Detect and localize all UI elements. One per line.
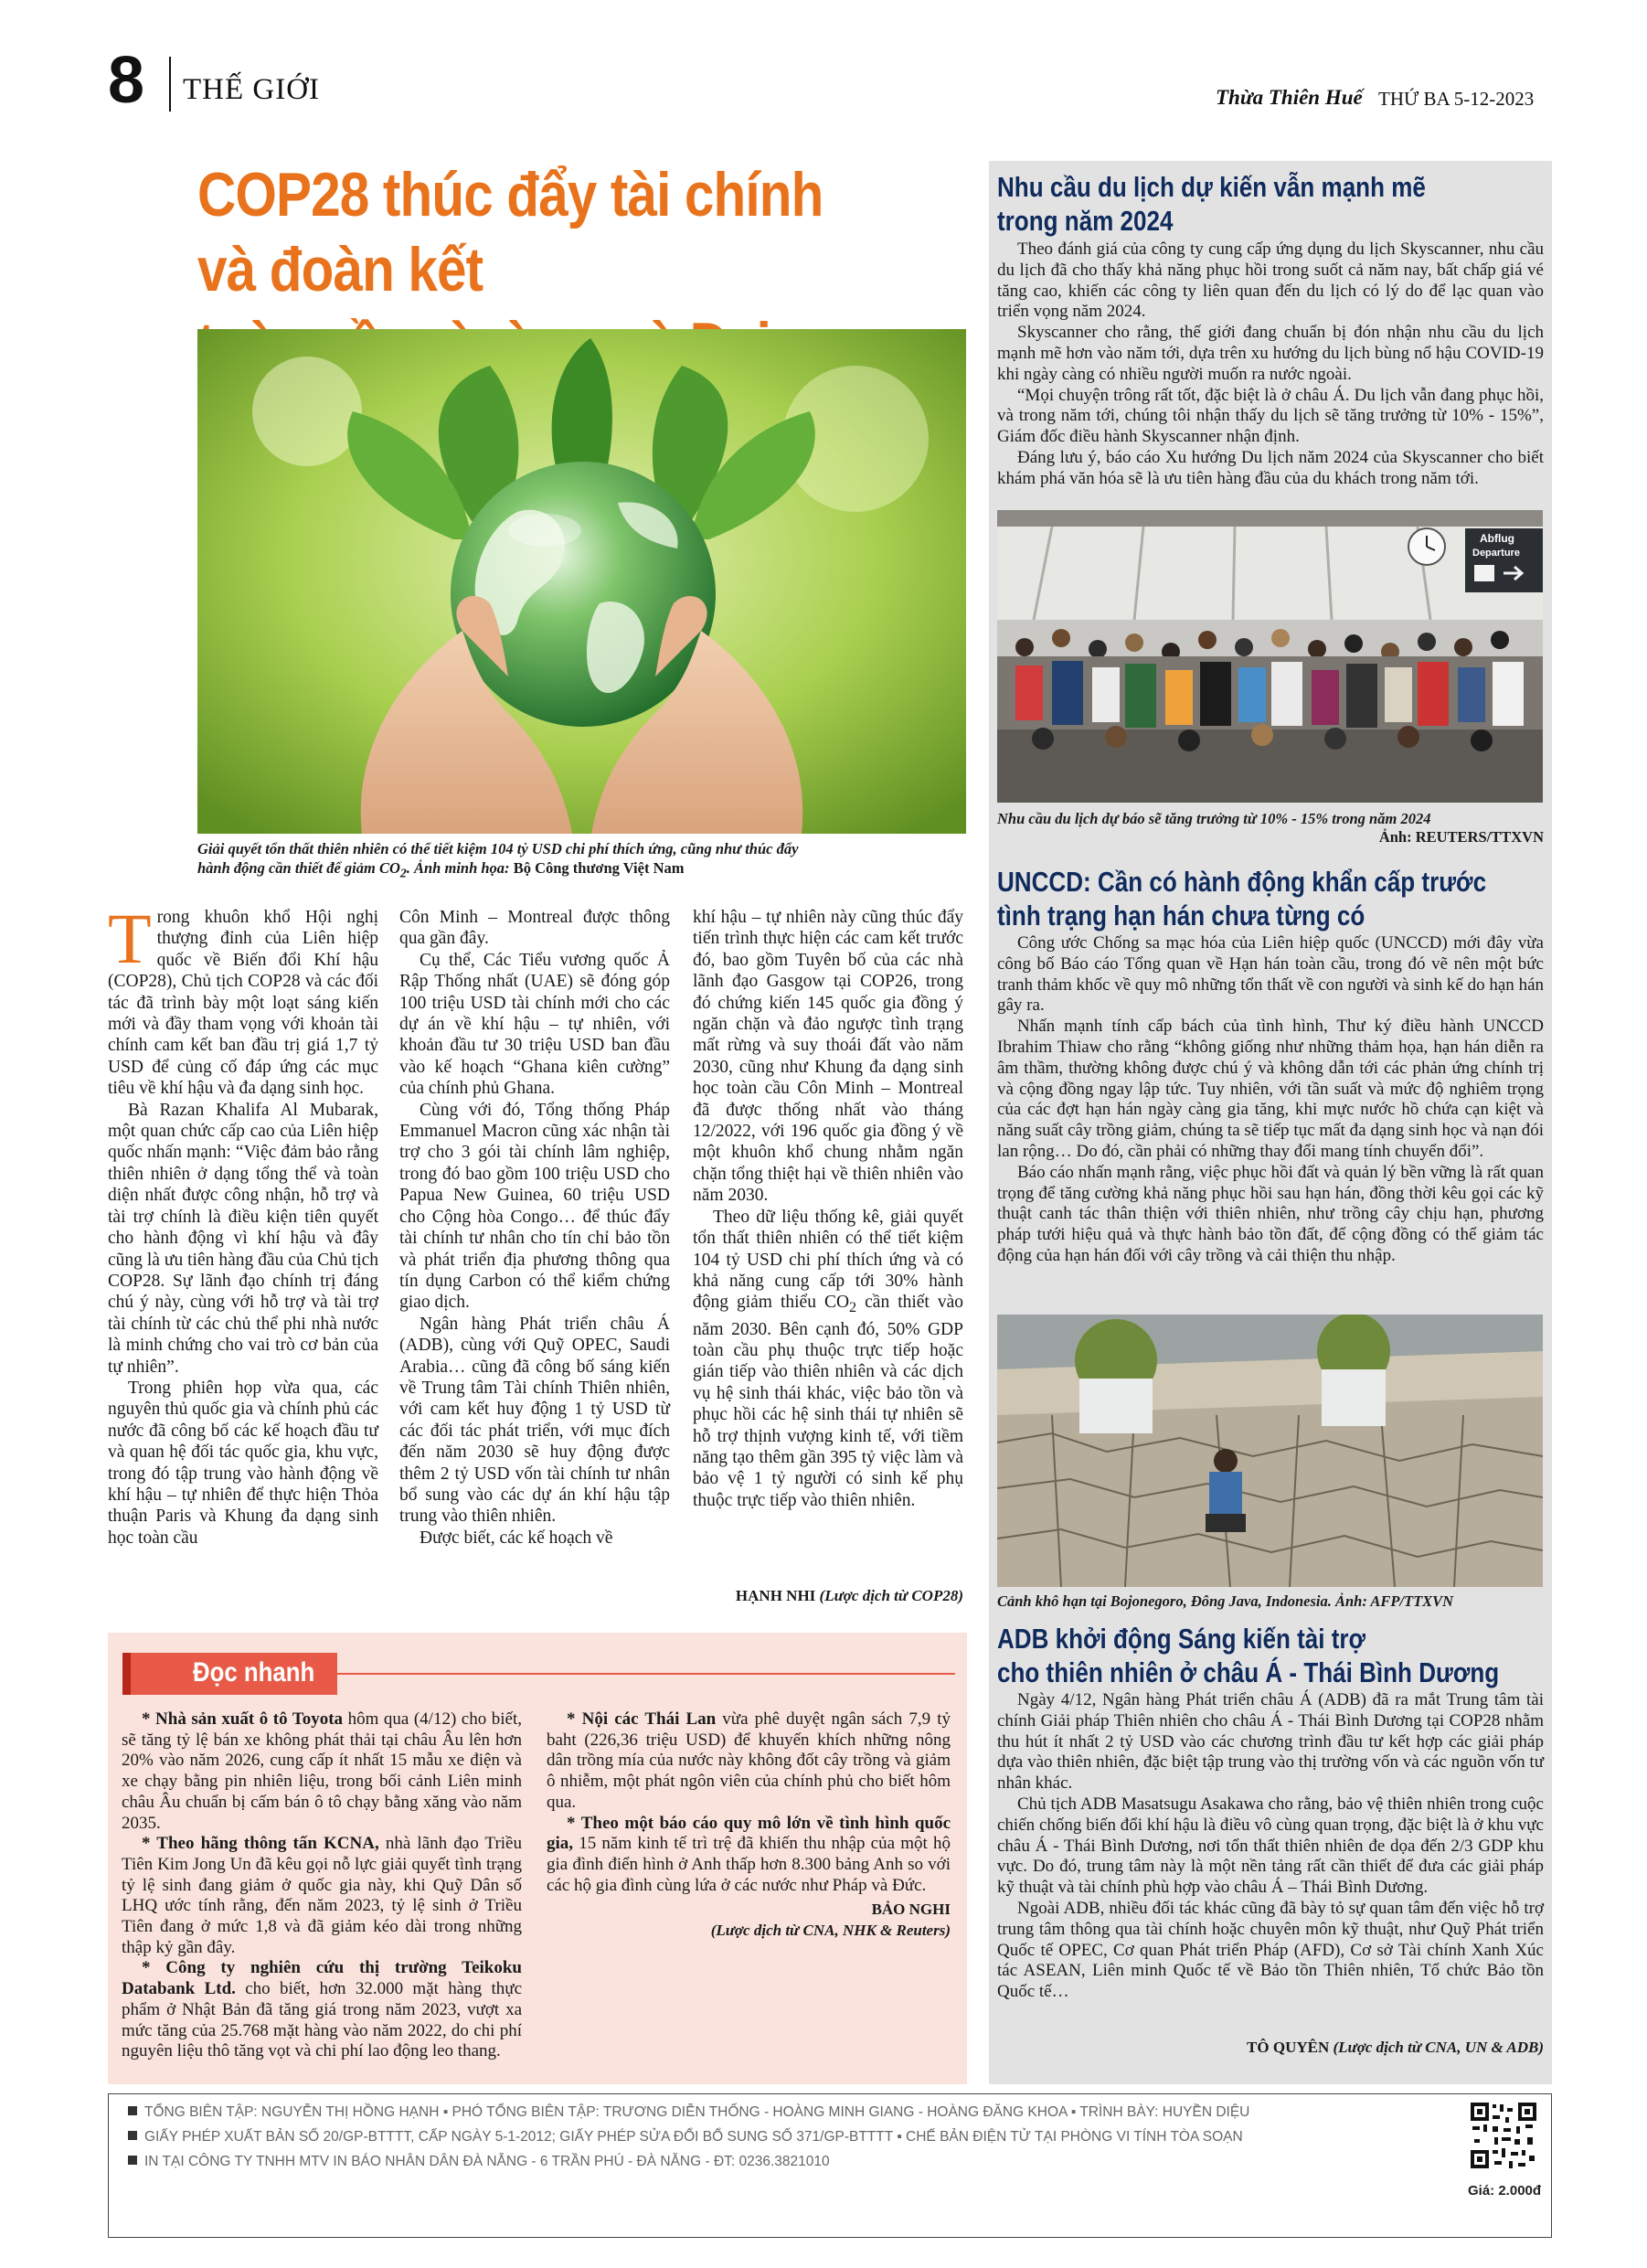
travel-article-body [997, 240, 1544, 490]
footer-line-3: IN TẠI CÔNG TY TNHH MTV IN BÁO NHÂN DÂN ĐÀ NẴNG - 6 TRẦN PHÚ - ĐÀ NẴNG - ĐT: 0236.3821010 [128, 2154, 830, 2170]
bullet-square-icon [128, 2106, 137, 2115]
paragraph: Ngoài ADB, nhiều đối tác khác cũng đã bày tỏ sự quan tâm đến việc hỗ trợ trung tâm thông qua tài chính hoặc chuyên môn kỹ thuật, như Quỹ Phát triển Quốc tế OPEC, Cơ quan Phát triển Pháp (AFD), Cơ sở Tài chính Xanh Xúc tác ASEAN, Liên minh Quốc tế về Bảo tồn Thiên nhiên, Tổ chức Bảo tồn Quốc tế… [997, 1898, 1544, 2002]
adb-article-title: ADB khởi động Sáng kiến tài trợ cho thiên nhiên ở châu Á - Thái Bình Dương [997, 1623, 1500, 1688]
quick-read-item: * Nhà sản xuất ô tô Toyota hôm qua (4/12) cho biết, sẽ tăng tỷ lệ bán xe không phát thải tại châu Âu lên hơn 20% vào năm 2026, cung cấp ít nhất 15 mẫu xe điện và xe chạy bằng pin nhiên liệu, trong bối cảnh Liên minh châu Âu chuẩn bị cấm bán ô tô chạy bằng xăng vào năm 2035. [122, 1709, 522, 1833]
quick-read-column-2 [547, 1709, 951, 1942]
article-column-1 [108, 899, 378, 1549]
quick-read-byline-name: BẢO NGHI [871, 1901, 951, 1919]
quick-read-title: Đọc nhanh [193, 1657, 315, 1688]
main-photo-globe-in-hands [197, 329, 966, 834]
footer-line-1: TỔNG BIÊN TẬP: NGUYỄN THỊ HỒNG HẠNH ▪ PHÓ TỔNG BIÊN TẬP: TRƯƠNG DIỄN THỐNG - HOÀNG MINH GIANG - HOÀNG ĐĂNG KHOA ▪ TRÌNH BÀY: HUYỀN DIỆU [128, 2104, 1249, 2121]
footer-line-2: GIẤY PHÉP XUẤT BẢN SỐ 20/GP-BTTTT, CẤP NGÀY 5-1-2012; GIẤY PHÉP SỬA ĐỔI BỔ SUNG SỐ 371/GP-BTTTT ▪ CHẾ BẢN ĐIỆN TỬ TẠI PHÒNG VI TÍNH TÒA SOẠN [128, 2129, 1243, 2146]
issue-date: THỨ BA 5-12-2023 [1378, 88, 1535, 110]
paragraph: Trong phiên họp vừa qua, các nguyên thủ quốc gia và chính phủ các nước đã công bố các kế hoạch đầu tư và quan hệ đối tác quốc gia, khu vực, trong đó tập trung vào hành động về khí hậu – tự nhiên để thực hiện Thỏa thuận Paris và Khung đa dạng sinh học toàn cầu [108, 1378, 378, 1548]
sign-text-abflug: Abflug [1480, 532, 1514, 545]
paragraph: Côn Minh – Montreal được thông qua gần đây. [399, 908, 670, 949]
unccd-article-body [997, 933, 1544, 1267]
paragraph: “Mọi chuyện trông rất tốt, đặc biệt là ở châu Á. Du lịch vẫn đang phục hồi, và trong năm tới, chúng tôi nhận thấy du lịch sẽ tăng trưởng từ 10% - 15%”, Giám đốc điều hành Skyscanner nhận định. [997, 385, 1544, 447]
paragraph: Bà Razan Khalifa Al Mubarak, một quan chức cấp cao của Liên hiệp quốc nhấn mạnh: “Việc đảm bảo rằng thiên nhiên ở dạng tổng thể và toàn diện nhất được công nhận, hỗ trợ và tài trợ chính là điều kiện tiên quyết cho hành động vì khí hậu và đây cũng là ưu tiên hàng đầu của Chủ tịch COP28. Sự lãnh đạo chính trị đáng chú ý này, cùng với hỗ trợ và tài trợ tài chính từ các chủ thể phi nhà nước là minh chứng cho vai trò cơ bản của tự nhiên”. [108, 1100, 378, 1377]
adb-article-byline: TÔ QUYÊN (Lược dịch từ CNA, UN & ADB) [1247, 2039, 1544, 2056]
paragraph: Báo cáo nhấn mạnh rằng, việc phục hồi đất và quản lý bền vững là rất quan trọng để tăng cường khả năng phục hồi sau hạn hán, đồng thời kêu gọi các kỹ thuật canh tác thân thiện với thiên nhiên, như trồng cây chịu hạn, phương pháp tưới hiệu quả và thực hành bảo tồn đất, để cộng đồng có thể giảm tác động của hạn hán đối với cây trồng và cải thiện thu nhập. [997, 1162, 1544, 1265]
headline-line-1: COP28 thúc đẩy tài chính và đoàn kết [197, 160, 824, 304]
paragraph: Cùng với đó, Tổng thống Pháp Emmanuel Macron cũng xác nhận tài trợ cho 3 gói tài chính lâm nghiệp, trong đó bao gồm 100 triệu USD cho Papua New Guinea, 60 triệu USD cho Cộng hòa Congo… để thúc đẩy tài chính tư nhân cho tín chỉ bảo tồn và phát triển địa phương thông qua tín dụng Carbon có thể kiểm chứng giao dịch. [399, 1100, 670, 1313]
paragraph: Theo đánh giá của công ty cung cấp ứng dụng du lịch Skyscanner, nhu cầu du lịch đã cho thấy khả năng phục hồi trong suốt cả năm nay, bất chấp giá vé tăng cao, khiến các công ty liên quan đến du lịch có lý do để lạc quan vào triển vọng năm 2024. [997, 240, 1544, 322]
page-number: 8 [108, 44, 145, 117]
adb-article-body [997, 1690, 1544, 2003]
airport-crowd-photo [997, 510, 1543, 803]
globe-illustration [197, 329, 966, 834]
quick-read-item: * Theo hãng thông tấn KCNA, nhà lãnh đạo Triều Tiên Kim Jong Un đã kêu gọi nỗ lực giải quyết tình trạng tỷ lệ sinh đang giảm ở quốc gia này, khi Quỹ Dân số LHQ ước tính rằng, đến năm 2023, tỷ lệ sinh ở Triều Tiên đang ở mức 1,8 và đã giảm kéo dài trong những thập kỷ gần đây. [122, 1834, 522, 1957]
paragraph: Công ước Chống sa mạc hóa của Liên hiệp quốc (UNCCD) mới đây vừa công bố Báo cáo Tổng quan về Hạn hán toàn cầu, trong đó vẽ nên một bức tranh thảm khốc về quy mô những tổn thất về con người và sinh kế do hạn hán gây ra. [997, 933, 1544, 1016]
drought-photo-caption: Cảnh khô hạn tại Bojonegoro, Đông Java, Indonesia. Ảnh: AFP/TTXVN [997, 1592, 1454, 1610]
quick-read-item: * Nội các Thái Lan vừa phê duyệt ngân sách 7,9 tỷ baht (226,36 triệu USD) để khuyến khích những nông dân trồng mía của nước này không đốt cây trồng và giảm ô nhiễm, một phát ngôn viên của chính phủ cho biết hôm qua. [547, 1709, 951, 1812]
paragraph: Được biết, các kế hoạch về [420, 1528, 613, 1548]
main-photo-caption: Giải quyết tổn thất thiên nhiên có thể tiết kiệm 104 tỷ USD chi phí thích ứng, cũng như thúc đẩy hành động cần thiết để giảm $CO_2$. Ảnh minh họa: Bộ Công thương Việt Nam [197, 840, 799, 880]
price-label: Giá: 2.000đ [1468, 2183, 1542, 2199]
quick-read-item: * Công ty nghiên cứu thị trường Teikoku Databank Ltd. cho biết, hơn 32.000 mặt hàng thực phẩm ở Nhật Bản đã tăng giá trong năm 2023, vượt xa mức tăng của 25.768 mặt hàng vào năm 2022, do chi phí nguyên liệu thô tăng vọt và chi phí lao động leo thang. [122, 1958, 522, 2061]
bullet-square-icon [128, 2131, 137, 2140]
paragraph: Đáng lưu ý, báo cáo Xu hướng Du lịch năm 2024 của Skyscanner cho biết khám phá văn hóa sẽ là ưu tiên hàng đầu của du khách trong năm tới. [997, 447, 1544, 488]
paragraph: Skyscanner cho rằng, thế giới đang chuẩn bị đón nhận nhu cầu du lịch mạnh mẽ hơn vào năm tới, dựa trên xu hướng du lịch bùng nổ hậu COVID-19 khi ngày càng có nhiều người muốn ra nước ngoài. [997, 323, 1544, 384]
travel-article-title: Nhu cầu du lịch dự kiến vẫn mạnh mẽ trong năm 2024 [997, 171, 1426, 237]
quick-read-byline-source: (Lược dịch từ CNA, NHK & Reuters) [710, 1922, 951, 1940]
quick-read-column-1 [122, 1709, 522, 2062]
article-column-3 [693, 907, 963, 1511]
section-title: THẾ GIỚI [183, 73, 321, 106]
qr-code-icon[interactable] [1469, 2101, 1538, 2170]
bullet-square-icon [128, 2156, 137, 2165]
paragraph: Cụ thể, Các Tiểu vương quốc Ả Rập Thống nhất (UAE) sẽ đóng góp 100 triệu USD tài chính mới cho các dự án về khí hậu – tự nhiên, với khoản đầu tư 30 triệu USD ban đầu vào kế hoạch “Ghana kiên cường” của chính phủ Ghana. [399, 950, 670, 1099]
sign-text-departure: Departure [1472, 548, 1520, 559]
paragraph: Ngày 4/12, Ngân hàng Phát triển châu Á (ADB) đã ra mắt Trung tâm tài chính Giải pháp Thiên nhiên cho châu Á - Thái Bình Dương tại COP28 nhằm thu hút ít nhất 2 tỷ USD vào các chương trình đầu tư kết hợp các giải pháp dựa vào thiên nhiên, đặc biệt tập trung vào thị trường vốn và các nguồn vốn tư nhân khác. [997, 1690, 1544, 1794]
article-column-2 [399, 907, 670, 1549]
quick-read-title-accent [122, 1653, 131, 1695]
article-byline: HẠNH NHI (Lược dịch từ COP28) [735, 1587, 963, 1604]
paragraph: Nhấn mạnh tính cấp bách của tình hình, Thư ký điều hành UNCCD Ibrahim Thiaw cho rằng “không giống như những thảm họa, hạn hán diễn ra âm thầm, thường không được chú ý và không dẫn tới các phản ứng chính trị và cộng đồng ngay lập tức. Tuy nhiên, với tần suất và mức độ nghiêm trọng của các đợt hạn hán ngày càng gia tăng, khi mực nước hồ chứa cạn kiệt và năng suất cây trồng giảm, chúng ta sẽ tiếp tục mất đa dạng sinh học và nạn đói lan rộng… Do đó, cần phải có những thay đổi mang tính chuyển đổi”. [997, 1017, 1544, 1161]
paragraph: Ngân hàng Phát triển châu Á (ADB), cùng với Quỹ OPEC, Saudi Arabia… cũng đã công bố sáng kiến về Trung tâm Tài chính Thiên nhiên, với cam kết huy động 1 tỷ USD từ các đối tác phát triển, với mục đích đến năm 2030 sẽ huy động được thêm 2 tỷ USD vốn tài chính tư nhân bổ sung vào các dự án khí hậu tập trung vào thiên nhiên. [399, 1314, 670, 1527]
newspaper-brand: Thừa Thiên Huế [1216, 86, 1363, 109]
paragraph: khí hậu – tự nhiên này cũng thúc đẩy tiến trình thực hiện các cam kết trước đó, bao gồm Tuyên bố của các nhà lãnh đạo Gasgow tại COP26, trong đó chứng kiến 145 quốc gia đồng ý ngăn chặn và đảo ngược tình trạng mất rừng và suy thoái đất vào năm 2030, cũng như Khung đa dạng sinh học toàn cầu Côn Minh – Montreal đã được thống nhất vào tháng 12/2022, với 196 quốc gia đồng ý về một khuôn khổ chung nhằm ngăn chặn tổng thiệt hại về thiên nhiên vào năm 2030. [693, 908, 963, 1206]
paragraph: Trong khuôn khổ Hội nghị thượng đỉnh của Liên hiệp quốc về Biến đổi Khí hậu (COP28), Chủ tịch COP28 và các đối tác đã trình bày một loạt sáng kiến mới và đầy tham vọng với khoản tài chính cam kết ban đầu trị giá 1,7 tỷ USD để củng cố đáp ứng các mục tiêu về khí hậu và đa dạng sinh học. [108, 899, 378, 1099]
paragraph: Theo dữ liệu thống kê, giải quyết tổn thất thiên nhiên có thể tiết kiệm 104 tỷ USD chi phí thích ứng và có khả năng cung cấp tới 30% hành động giảm thiểu $CO_2$ cần thiết vào năm 2030. Bên cạnh đó, 50% GDP toàn cầu phụ thuộc trực tiếp hoặc gián tiếp vào thiên nhiên và các dịch vụ hệ sinh thái khác, việc bảo tồn và phục hồi các hệ sinh thái tự nhiên sẽ hỗ trợ thịnh vượng kinh tế, với tiềm năng tạo thêm gần 395 tỷ việc làm và bảo vệ 1 tỷ người có sinh kế phụ thuộc trực tiếp vào thiên nhiên. [693, 1207, 963, 1510]
paragraph: Chủ tịch ADB Masatsugu Asakawa cho rằng, bảo vệ thiên nhiên trong cuộc chiến chống biến đổi khí hậu là điều vô cùng quan trọng, đặc biệt là ở khu vực châu Á - Thái Bình Dương, nơi tổn thất thiên nhiên đe dọa đến 2/3 GDP khu vực. Do đó, trung tâm này là một nền tảng rất cần thiết để đưa các giải pháp kỹ thuật và tài chính phù hợp vào châu Á – Thái Bình Dương. [997, 1794, 1544, 1898]
unccd-article-title: UNCCD: Cần có hành động khẩn cấp trước tình trạng hạn hán chưa từng có [997, 866, 1487, 932]
quick-read-rule [337, 1673, 955, 1675]
airport-photo-caption: Nhu cầu du lịch dự báo sẽ tăng trưởng từ 10% - 15% trong năm 2024 Ảnh: REUTERS/TTXVN [997, 810, 1544, 846]
quick-read-item: * Theo một báo cáo quy mô lớn về tình hình quốc gia, 15 năm kinh tế trì trệ đã khiến thu nhập của một hộ gia đình điển hình ở Anh thấp hơn 8.300 bảng Anh so với các hộ gia đình cùng lứa ở các nước như Pháp và Đức. [547, 1813, 951, 1895]
drought-photo [997, 1315, 1543, 1587]
drop-cap: T [108, 899, 152, 978]
header-separator [169, 57, 171, 112]
